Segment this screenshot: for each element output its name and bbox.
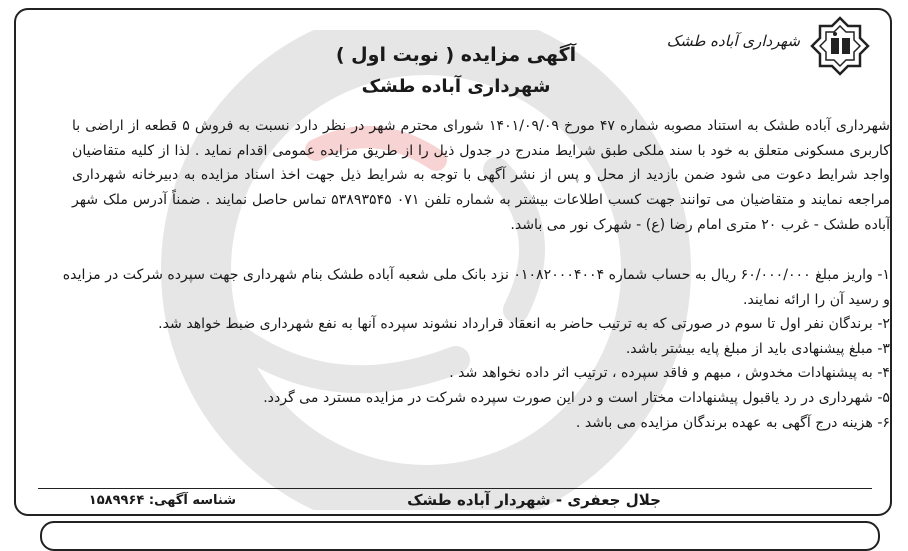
municipality-emblem-icon	[810, 16, 870, 76]
advertisement-frame	[14, 8, 892, 516]
condition-item: ۴- به پیشنهادات مخدوش ، مبهم و فاقد سپرده ، ترتیب اثر داده نخواهد شد .	[449, 365, 890, 382]
advertisement-subtitle: شهرداری آباده طشک	[361, 76, 551, 97]
intro-paragraph: شهرداری آباده طشک به استناد مصوبه شماره ۴۷ مورخ ۱۴۰۱/۰۹/۰۹ شورای محترم شهر در نظر دارد نسبت به فروش ۵ قطعه از اراضی با کاربری مسکونی متعلق به خود با سند ملکی طبق شرایط مندرج در جدول ذیل را از طریق مزایده عمومی اقدام نماید . لذا از کلیه متقاضیان واجد شرایط دعوت می شود ضمن بازدید از محل و پس از نشر آگهی با توجه به شرایط ذیل جهت اخذ اسناد مزایده به دبیرخانه شهرداری مراجعه نمایند و متقاضیان می توانند جهت کسب اطلاعات بیشتر به شماره تلفن ۰۷۱ ۵۳۸۹۳۵۴۵ تماس حاصل نمایند . ضمناً آدرس ملک شهر آباده طشک - غرب ۲۰ متری امام رضا (ع) - شهرک نور می باشد.	[72, 118, 891, 233]
footer-divider	[38, 488, 872, 489]
condition-item: ۵- شهرداری در رد یاقبول پیشنهادات مختار است و در این صورت سپرده شرکت در مزایده مسترد می گردد.	[263, 389, 890, 406]
conditions-list	[56, 263, 890, 435]
condition-item: ۲- برندگان نفر اول تا سوم در صورتی که به ترتیب حاضر به انعقاد قرارداد نشوند سپرده آنها به نفع شهرداری ضبط خواهد شد.	[158, 316, 890, 333]
condition-item: ۳- مبلغ پیشنهادی باید از مبلغ پایه بیشتر باشد.	[625, 340, 890, 357]
body-text	[72, 114, 890, 238]
advertisement-id: شناسه آگهی: ۱۵۸۹۹۶۴	[88, 493, 236, 508]
mayor-signature: جلال جعفری - شهردار آباده طشک	[407, 491, 661, 509]
condition-item: ۱- واریز مبلغ ۶۰/۰۰۰/۰۰۰ ریال به حساب شماره ۰۱۰۸۲۰۰۰۴۰۰۴ نزد بانک ملی شعبه آباده طشک بنام شهرداری جهت سپرده شرکت در مزایده و رسید آن را ارائه نمایند.	[62, 267, 890, 308]
municipality-script-logo: شهرداری آباده طشک	[666, 32, 800, 50]
advertisement-title: آگهی مزایده ( نوبت اول )	[335, 44, 577, 66]
condition-item: ۶- هزینه درج آگهی به عهده برندگان مزایده می باشد .	[575, 414, 890, 431]
next-advertisement-frame	[40, 521, 880, 551]
